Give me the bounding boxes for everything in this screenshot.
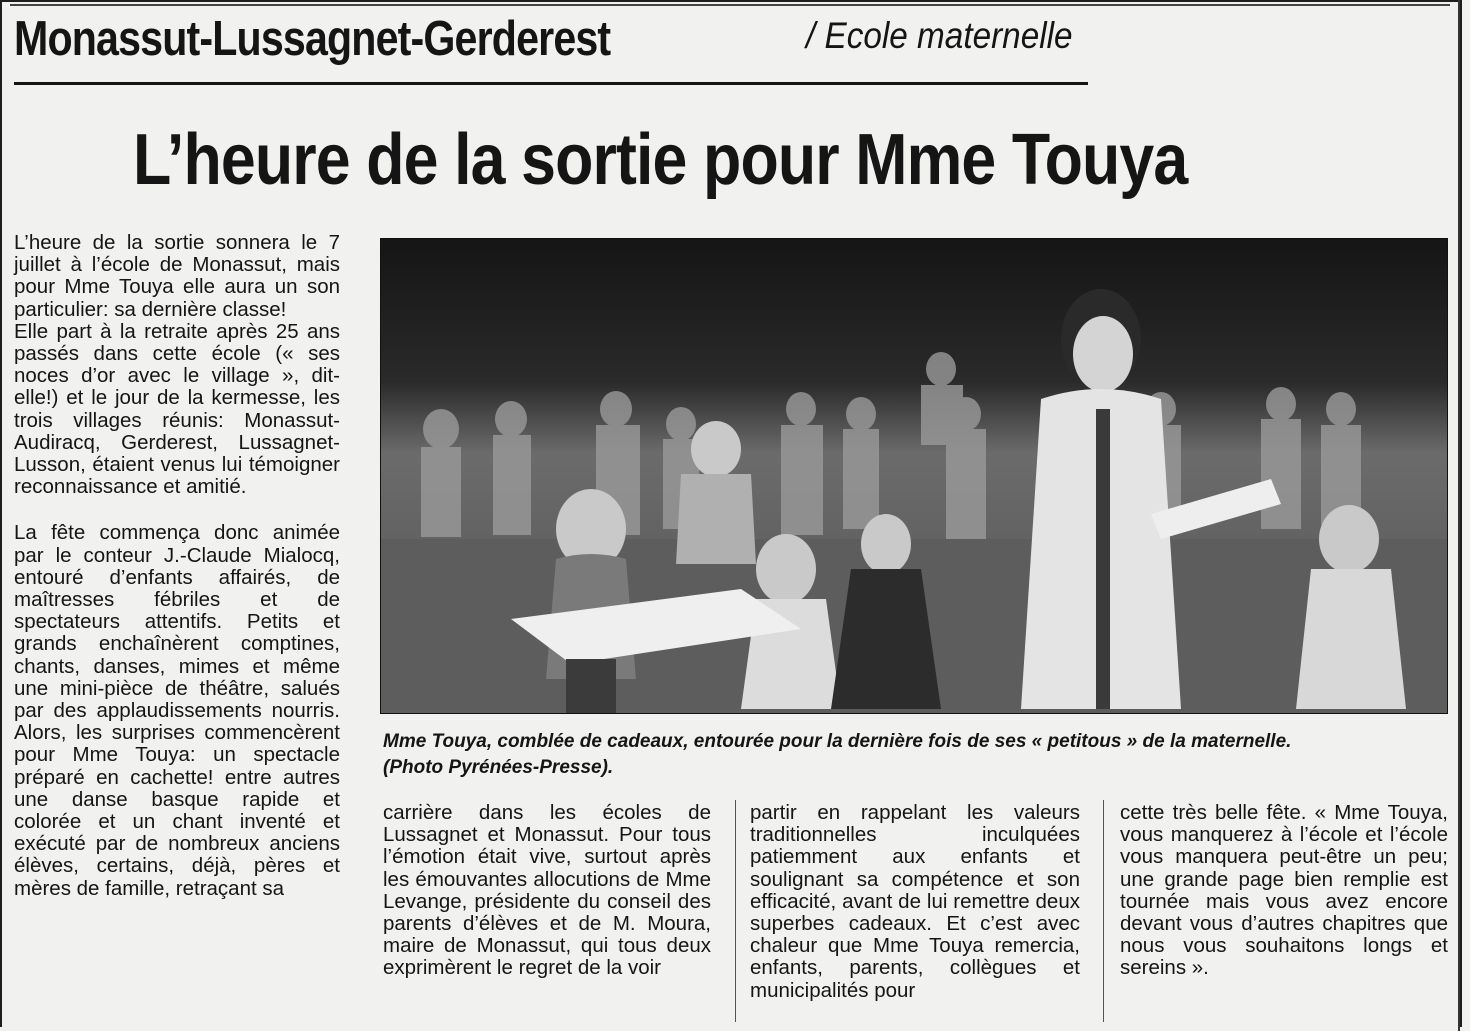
paragraph-1: L’heure de la sortie sonnera le 7 juillet à l’école de Monassut, mais pour Mme Touya elle aura un son particulier: sa dernière classe! [14,231,340,321]
column-2-text: carrière dans les écoles de Lussagnet et Monassut. Pour tous l’émotion était vive, surtout après les émouvantes allocutions de Mme Levange, présidente du conseil des parents d’élèves et de M. Moura, maire de Monassut, qui tous deux exprimèrent le regret de la voir [383,801,711,980]
column-divider [735,800,736,1022]
article-photo [380,238,1448,714]
paragraph-3: La fête commença donc animée par le conteur J.-Claude Mialocq, entouré d’enfants affairés, de maîtresses fébriles et de spectateurs attentifs. Petits et grands enchaînèrent comptines, chants, danses, mimes et même une mini-pièce de théâtre, salués par des applaudissements nourris. Alors, les surprises commencèrent pour Mme Touya: un spectacle préparé en cachette! entre autres une danse basque rapide et colorée et un chant inventé et exécuté par de nombreux anciens élèves, certains, déjà, pères et mères de famille, retraçant sa [14,521,340,900]
photo-caption [383,729,1449,781]
paragraph-2: Elle part à la retraite après 25 ans passés dans cette école (« ses noces d’or avec le village », dit-elle!) et le jour de la kermesse, les trois villages réunis: Monassut-Audiracq, Gerderest, Lussagnet-Lusson, étaient venus lui témoigner reconnaissance et amitié. [14,319,340,499]
article-column-1 [14,232,340,900]
caption-line-1: Mme Touya, comblée de cadeaux, entourée pour la dernière fois de ses « petitous » de la maternelle. [383,731,1292,752]
article-column-4 [1120,802,1448,980]
headline: L’heure de la sortie pour Mme Touya [133,120,1188,200]
caption-line-2: (Photo Pyrénées-Presse). [383,757,614,778]
article-column-3 [750,802,1080,1002]
column-3-text: partir en rappelant les valeurs traditionnelles inculquées patiemment aux enfants et soulignant sa compétence et son efficacité, avant de lui remettre deux superbes cadeaux. Et c’est avec chaleur que Mme Touya remercia, enfants, parents, collègues et municipalités pour [750,801,1080,1002]
kicker-subtitle: / Ecole maternelle [806,15,1073,56]
section-kicker [14,6,724,72]
photo-illustration [381,239,1448,714]
column-4-text: cette très belle fête. « Mme Touya, vous manquerez à l’école et l’école vous manquera peut-être un peu; une grande page bien remplie est tournée mais vous avez encore devant vous d’autres chapitres que nous vous souhaitons longs et sereins ». [1120,801,1448,980]
kicker-rule [14,82,1088,85]
right-column-rule [1458,0,1460,1031]
article-column-2 [383,802,711,980]
kicker-title: Monassut-Lussagnet-Gerderest [14,12,611,66]
column-divider [1103,800,1104,1022]
